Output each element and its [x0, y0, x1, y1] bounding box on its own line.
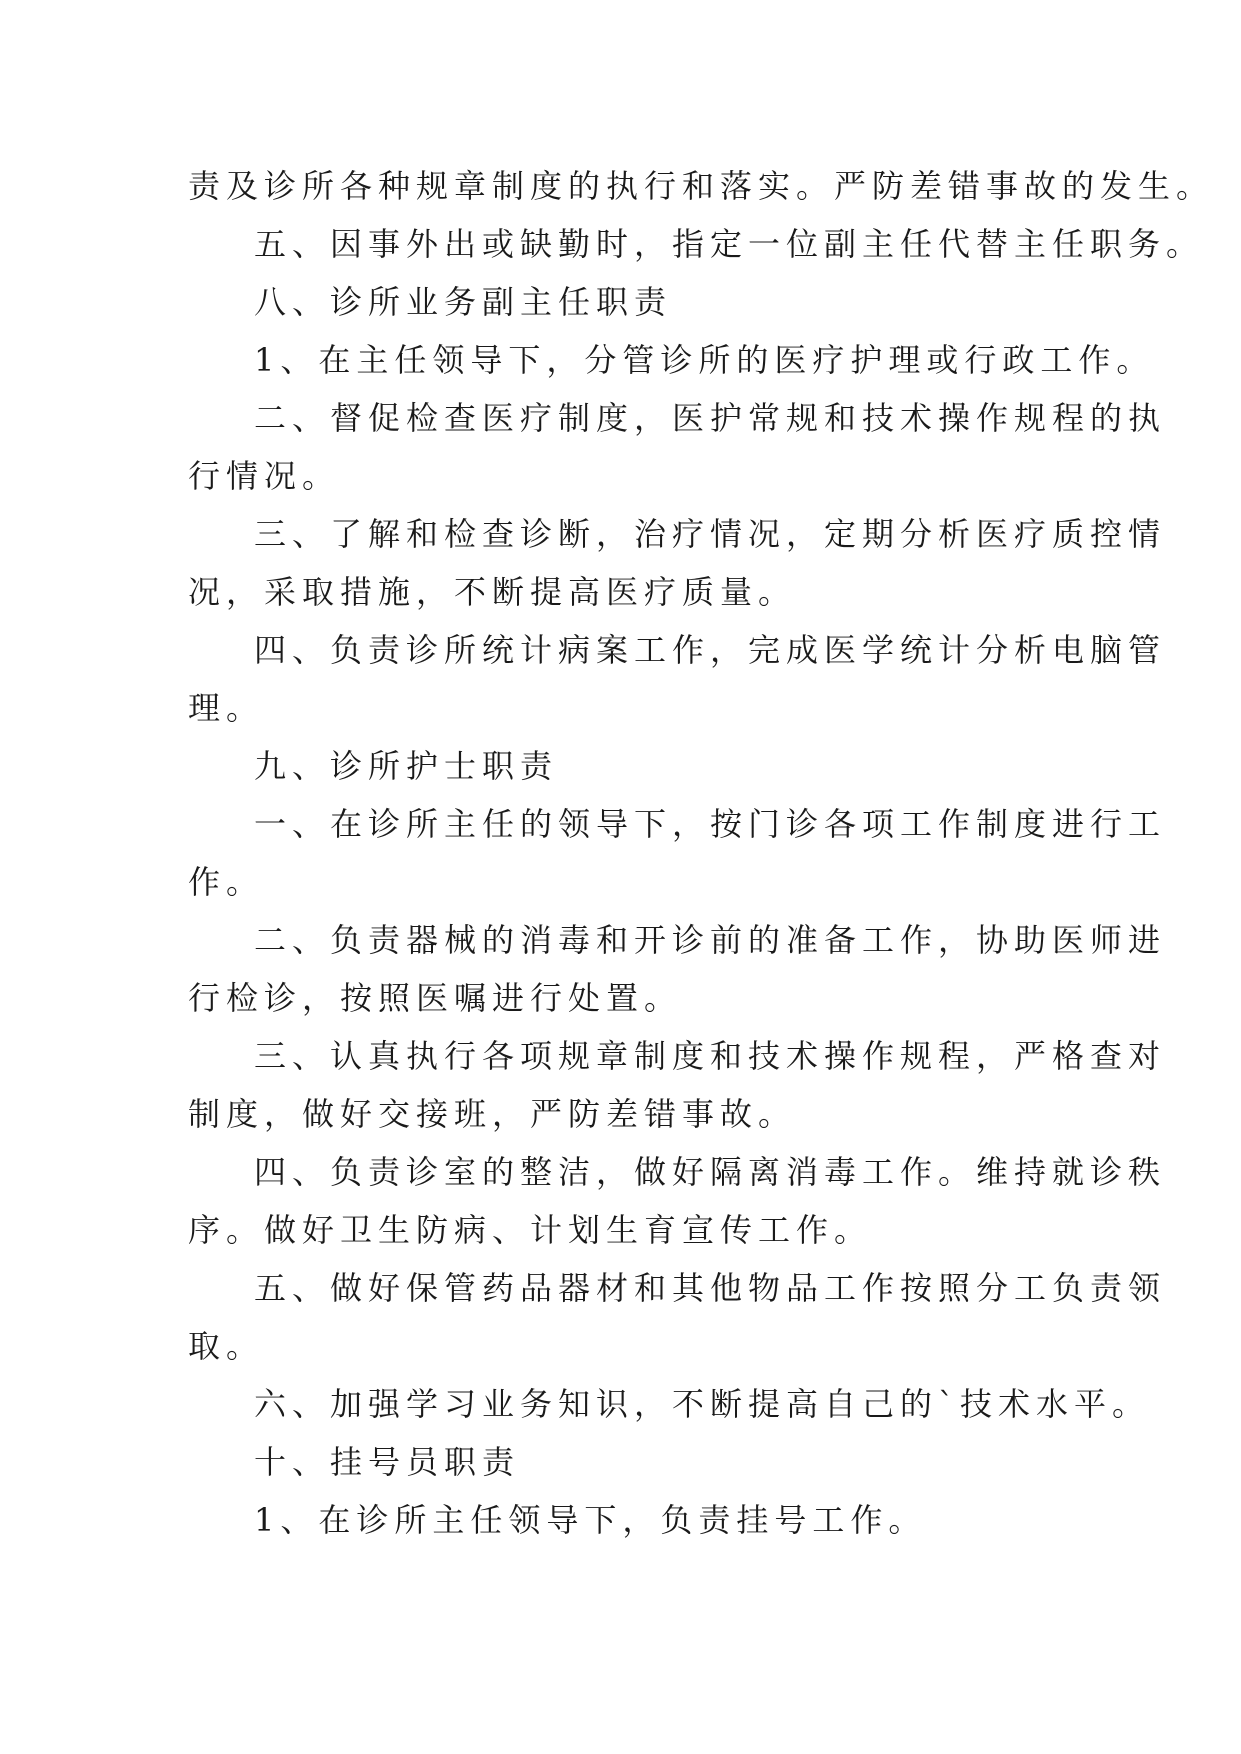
text-line: 二、负责器械的消毒和开诊前的准备工作，协助医师进	[254, 921, 1167, 959]
text-line: 三、了解和检查诊断，治疗情况，定期分析医疗质控情	[254, 515, 1167, 553]
text-line: 五、因事外出或缺勤时，指定一位副主任代替主任职务。	[254, 225, 1205, 263]
text-line: 六、加强学习业务知识，不断提高自己的`技术水平。	[254, 1385, 1151, 1423]
text-line: 行检诊，按照医嘱进行处置。	[188, 979, 683, 1017]
text-line: 责及诊所各种规章制度的执行和落实。严防差错事故的发生。	[188, 167, 1215, 205]
text-line: 行情况。	[188, 457, 341, 495]
section-heading: 九、诊所护士职责	[254, 747, 559, 785]
text-line: 一、在诊所主任的领导下，按门诊各项工作制度进行工	[254, 805, 1167, 843]
text-line: 四、负责诊室的整洁，做好隔离消毒工作。维持就诊秩	[254, 1153, 1167, 1191]
section-heading: 八、诊所业务副主任职责	[254, 283, 673, 321]
text-line: 五、做好保管药品器材和其他物品工作按照分工负责领	[254, 1269, 1167, 1307]
text-line: 1、在诊所主任领导下，负责挂号工作。	[254, 1501, 927, 1539]
text-line: 理。	[188, 689, 265, 727]
text-line: 制度，做好交接班，严防差错事故。	[188, 1095, 797, 1133]
text-line: 序。做好卫生防病、计划生育宣传工作。	[188, 1211, 873, 1249]
section-heading: 十、挂号员职责	[254, 1443, 521, 1481]
text-line: 二、督促检查医疗制度，医护常规和技术操作规程的执	[254, 399, 1167, 437]
text-line: 况，采取措施，不断提高医疗质量。	[188, 573, 797, 611]
text-line: 四、负责诊所统计病案工作，完成医学统计分析电脑管	[254, 631, 1167, 669]
text-line: 1、在主任领导下，分管诊所的医疗护理或行政工作。	[254, 341, 1155, 379]
text-line: 取。	[188, 1327, 265, 1365]
text-line: 三、认真执行各项规章制度和技术操作规程，严格查对	[254, 1037, 1167, 1075]
text-line: 作。	[188, 863, 265, 901]
